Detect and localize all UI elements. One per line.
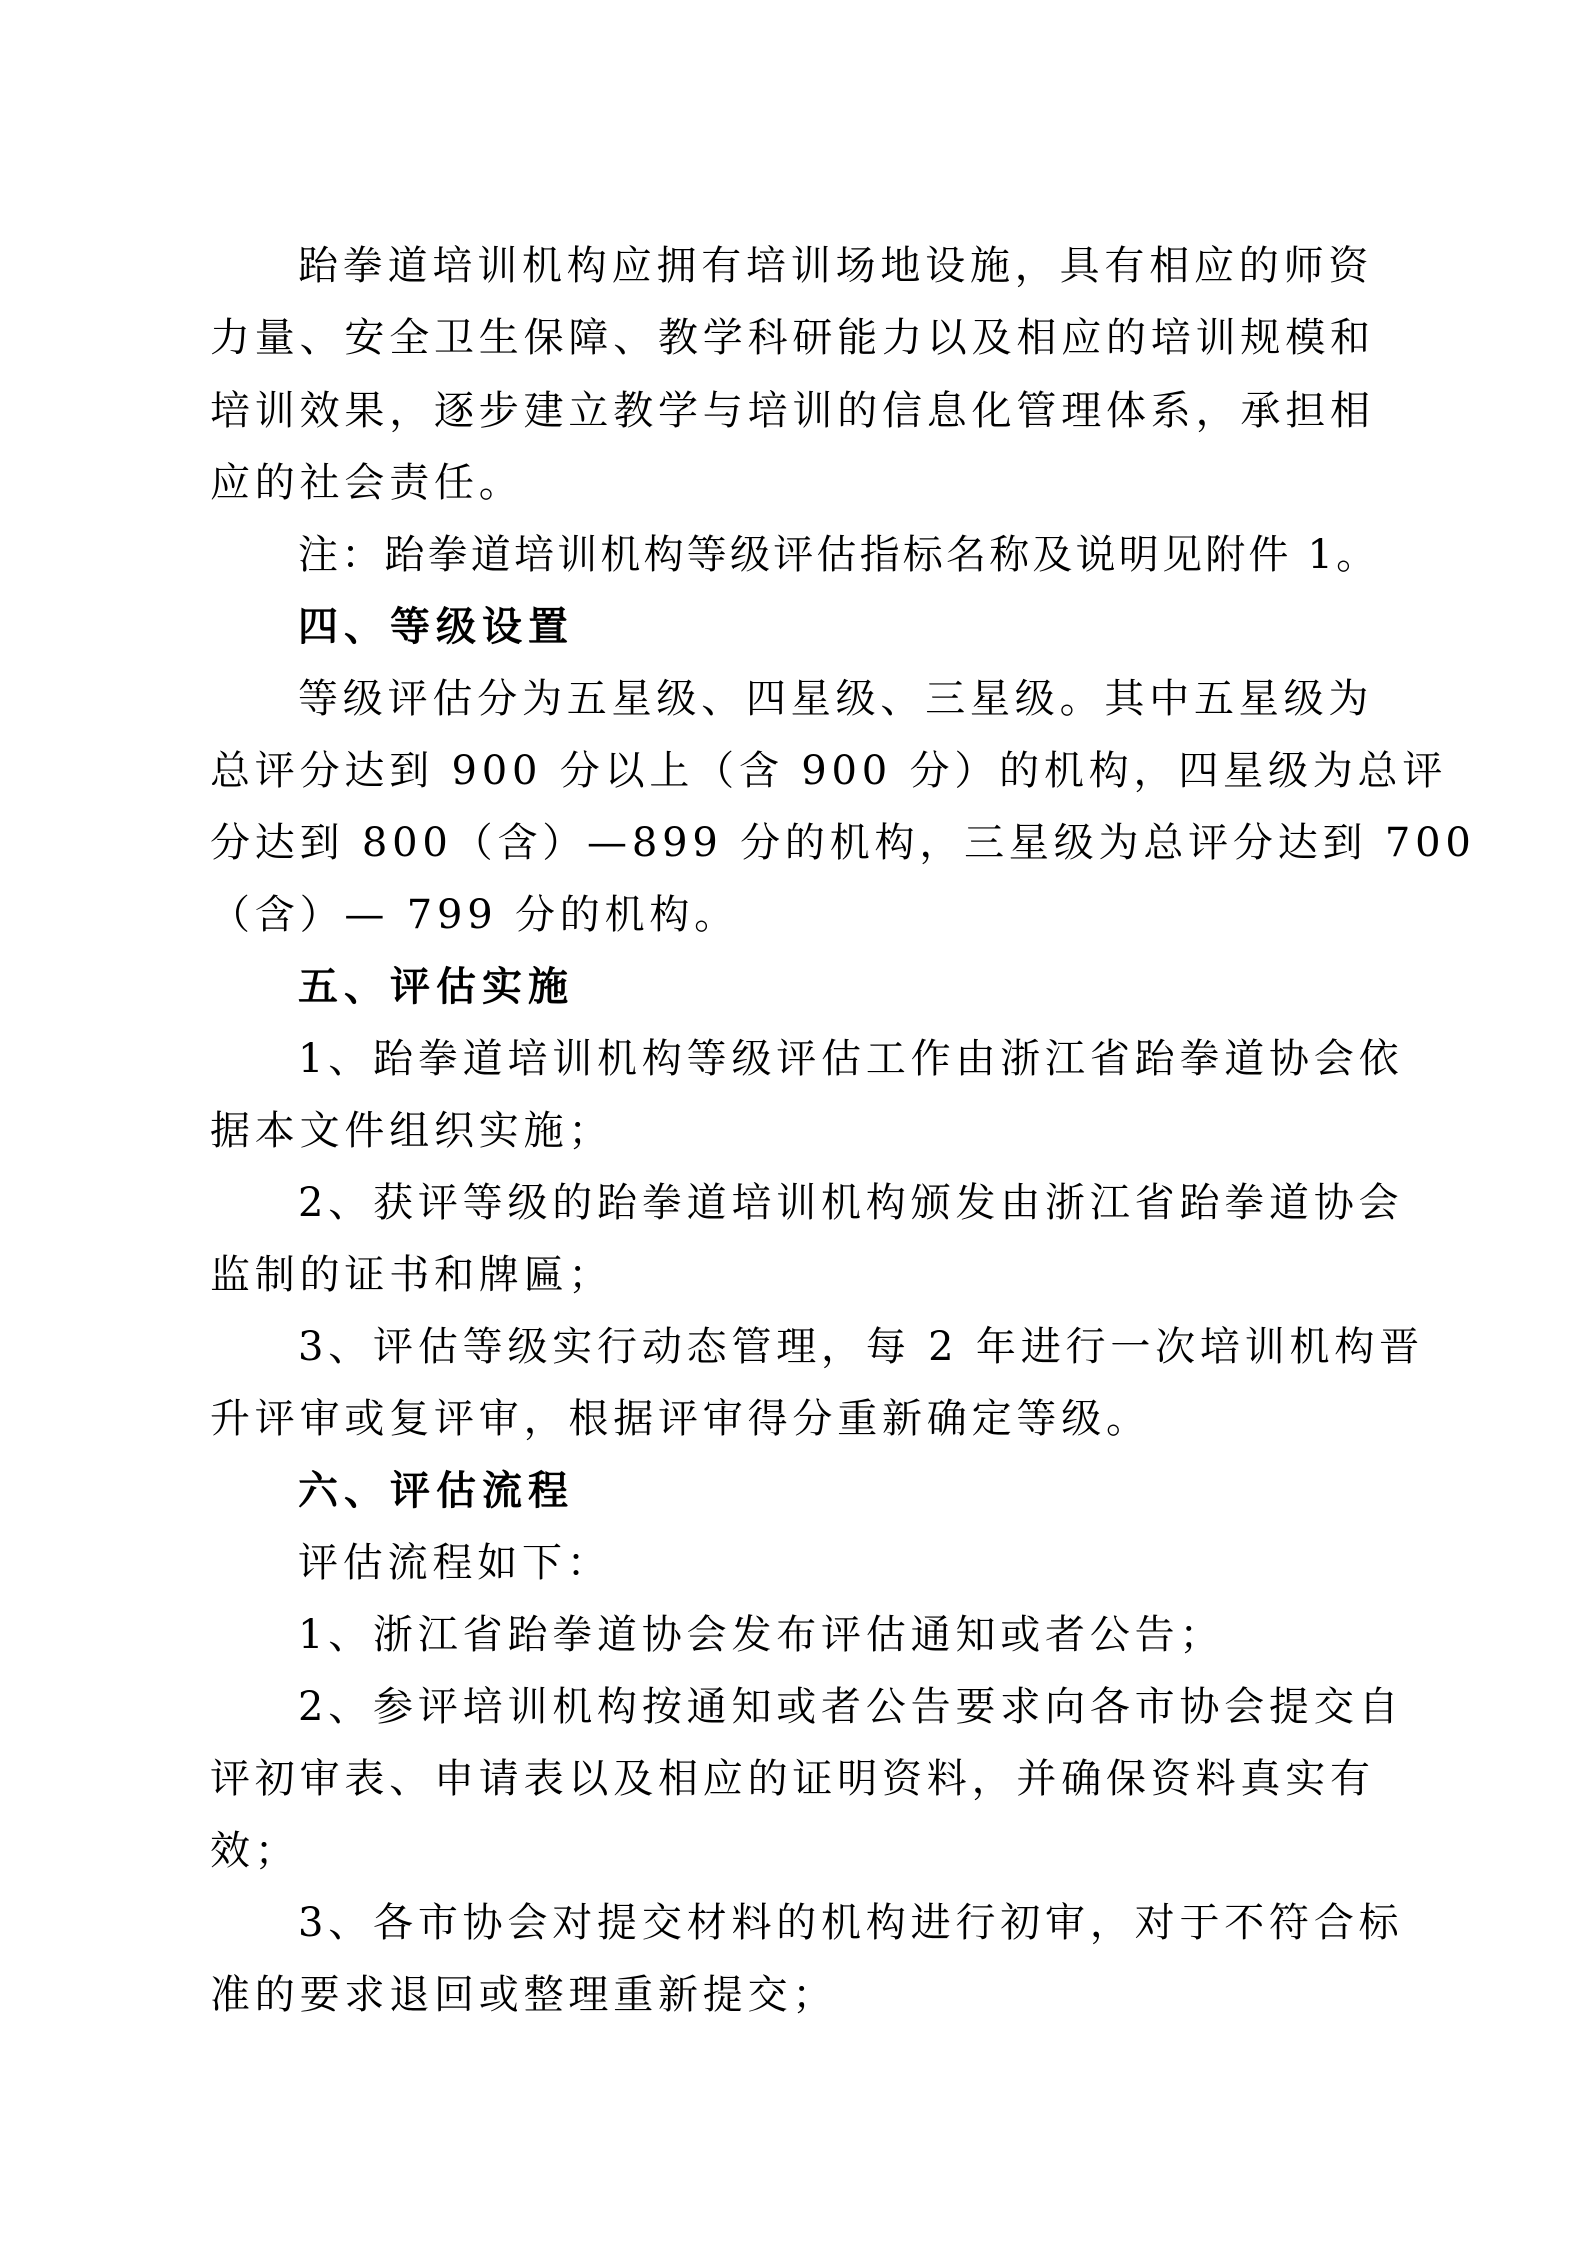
list-item-line: 1、浙江省跆拳道协会发布评估通知或者公告；	[298, 1612, 1225, 1658]
paragraph-line: 力量、安全卫生保障、教学科研能力以及相应的培训规模和	[210, 315, 1375, 361]
list-item-line: 评初审表、申请表以及相应的证明资料，并确保资料真实有	[210, 1756, 1375, 1802]
paragraph-line: 等级评估分为五星级、四星级、三星级。其中五星级为	[298, 676, 1374, 722]
list-item-line: 监制的证书和牌匾；	[210, 1252, 614, 1298]
section-heading: 六、评估流程	[298, 1467, 574, 1514]
paragraph-line: 总评分达到 900 分以上（含 900 分）的机构，四星级为总评	[210, 748, 1448, 794]
paragraph-line: 应的社会责任。	[210, 460, 524, 506]
paragraph-line: 培训效果，逐步建立教学与培训的信息化管理体系，承担相	[210, 388, 1375, 434]
paragraph-line: 跆拳道培训机构应拥有培训场地设施，具有相应的师资	[298, 243, 1374, 289]
list-item-line: 1、跆拳道培训机构等级评估工作由浙江省跆拳道协会依	[298, 1036, 1404, 1082]
list-item-line: 3、各市协会对提交材料的机构进行初审，对于不符合标	[298, 1900, 1404, 1946]
list-item-line: 2、参评培训机构按通知或者公告要求向各市协会提交自	[298, 1684, 1404, 1730]
paragraph-line: （含）— 799 分的机构。	[210, 892, 739, 938]
section-heading: 五、评估实施	[298, 963, 574, 1010]
section-heading: 四、等级设置	[298, 603, 574, 650]
paragraph-line: 评估流程如下：	[298, 1540, 612, 1586]
note-line: 注：跆拳道培训机构等级评估指标名称及说明见附件 1。	[298, 532, 1380, 578]
list-item-line: 据本文件组织实施；	[210, 1108, 614, 1154]
list-item-line: 准的要求退回或整理重新提交；	[210, 1972, 838, 2018]
paragraph-line: 分达到 800（含）—899 分的机构，三星级为总评分达到 700	[210, 820, 1476, 866]
list-item-line: 升评审或复评审，根据评审得分重新确定等级。	[210, 1396, 1151, 1442]
list-item-line: 3、评估等级实行动态管理，每 2 年进行一次培训机构晋	[298, 1324, 1424, 1370]
list-item-line: 效；	[210, 1828, 300, 1874]
list-item-line: 2、获评等级的跆拳道培训机构颁发由浙江省跆拳道协会	[298, 1180, 1404, 1226]
